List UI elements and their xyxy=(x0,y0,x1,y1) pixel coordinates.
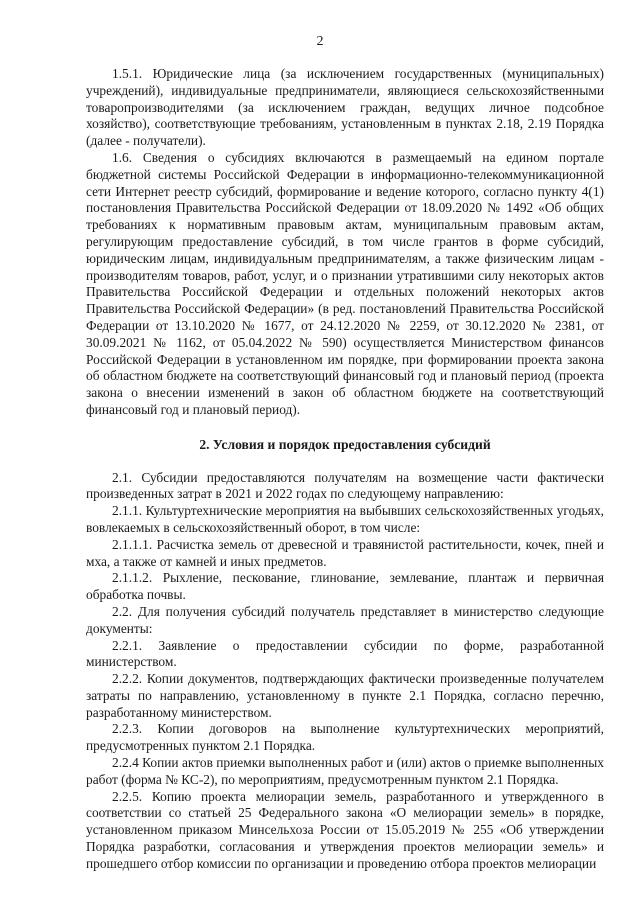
paragraph-2-2-5: 2.2.5. Копию проекта мелиорации земель, разработанного и утвержденного в соответствии со статьей 25 Федерального закона «О мелиорации земель» в порядке, установленном приказом Минсельхоза России от 15.05.2019 № 255 «Об утверждении Порядка разработки, согласования и утверждения проектов мелиорации земель» и прошедшего отбор комиссии по организации и проведению отбора проектов мелиорации xyxy=(86,788,604,871)
paragraph-2-2: 2.2. Для получения субсидий получатель представляет в министерство следующие документы: xyxy=(86,603,604,636)
paragraph-2-1: 2.1. Субсидии предоставляются получателям на возмещение части фактически произведенных затрат в 2021 и 2022 годах по следующему направлению: xyxy=(86,469,604,502)
paragraph-2-2-4: 2.2.4 Копии актов приемки выполненных работ и (или) актов о приемке выполненных работ (форма № КС-2), по мероприятиям, предусмотренным пунктом 2.1 Порядка. xyxy=(86,755,604,787)
document-body xyxy=(86,66,604,873)
paragraph-2-2-1: 2.2.1. Заявление о предоставлении субсидии по форме, разработанной министерством. xyxy=(86,637,604,670)
page-number: 2 xyxy=(316,34,324,49)
paragraph-1-6: 1.6. Сведения о субсидиях включаются в размещаемый на едином портале бюджетной системы Российской Федерации в информационно-телекоммуникационной сети Интернет реестр субсидий, формирование и ведение которого, согласно пункту 4(1) постановления Правительства Российской Федерации от 18.09.2020 № 1492 «Об общих требованиях к нормативным правовым актам, муниципальным правовым актам, регулирующим предоставление субсидий, в том числе грантов в форме субсидий, юридическим лицам, индивидуальным предпринимателям, а также физическим лицам - производителям товаров, работ, услуг, и о признании утратившими силу некоторых актов Правительства Российской Федерации и отдельных положений некоторых актов Правительства Российской Федерации» (в ред. постановлений Правительства Российской Федерации от 13.10.2020 № 1677, от 24.12.2020 № 2259, от 30.12.2020 № 2381, от 30.09.2021 № 1162, от 05.04.2022 № 590) осуществляется Министерством финансов Российской Федерации в установленном им порядке, при формировании проекта закона об областном бюджете на соответствующий финансовый год и плановый период (проекта закона о внесении изменений в закон об областном бюджете на соответствующий финансовый год и плановый период). xyxy=(86,149,604,417)
paragraph-1-5-1: 1.5.1. Юридические лица (за исключением государственных (муниципальных) учреждений), индивидуальные предприниматели, являющиеся сельскохозяйственными товаропроизводителями (за исключением граждан, ведущих личное подсобное хозяйство), соответствующие требованиям, установленным в пунктах 2.18, 2.19 Порядка (далее - получатели). xyxy=(86,66,604,149)
section-heading: 2. Условия и порядок предоставления субсидий xyxy=(199,436,491,452)
paragraph-2-1-1-1: 2.1.1.1. Расчистка земель от древесной и травянистой растительности, кочек, пней и мха, а также от камней и иных предметов. xyxy=(86,536,604,569)
paragraph-2-1-1-2: 2.1.1.2. Рыхление, пескование, глинование, землевание, плантаж и первичная обработка почвы. xyxy=(86,570,604,603)
paragraph-2-1-1: 2.1.1. Культуртехнические мероприятия на выбывших сельскохозяйственных угодьях, вовлекаемых в сельскохозяйственный оборот, в том числе: xyxy=(86,503,604,535)
paragraph-2-2-3: 2.2.3. Копии договоров на выполнение культуртехнических мероприятий, предусмотренных пунктом 2.1 Порядка. xyxy=(86,721,604,754)
paragraph-2-2-2: 2.2.2. Копии документов, подтверждающих фактически произведенные получателем затраты по направлению, установленному в пункте 2.1 Порядка, согласно перечню, разработанному министерством. xyxy=(86,671,604,720)
